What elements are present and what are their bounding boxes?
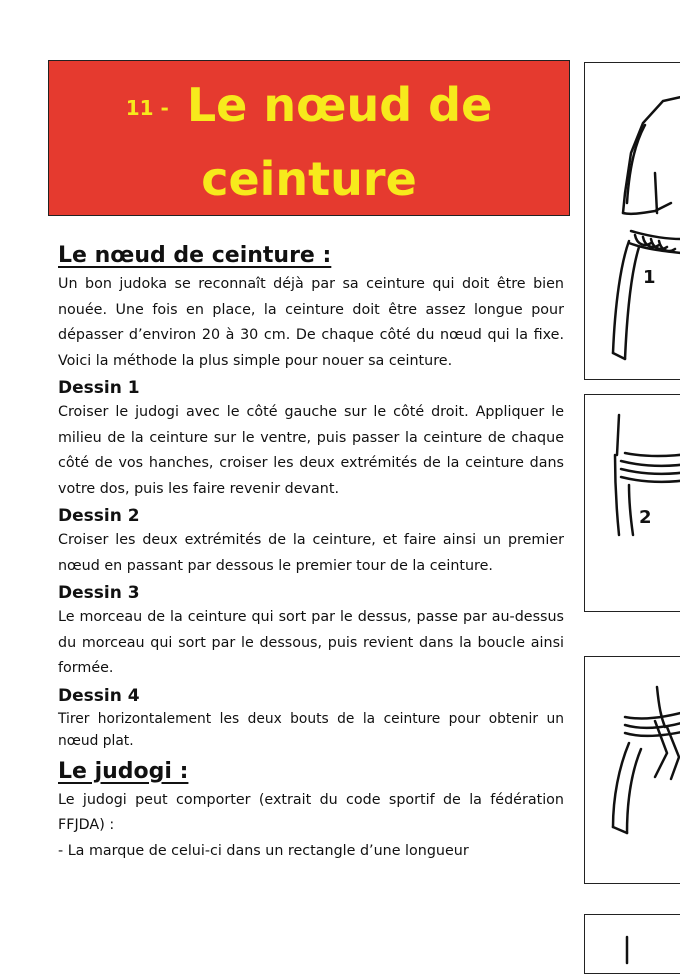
banner-title-line1 [49,75,569,138]
banner-title-text1: Le nœud de [186,78,493,132]
step-4-text: Tirer horizontalement les deux bouts de la ceinture pour obtenir un nœud plat. [58,710,564,749]
figure-3-drawing [585,657,680,884]
step-2-title: Dessin 2 [58,506,140,526]
title-banner [48,60,570,216]
step-3-title: Dessin 3 [58,583,140,603]
chapter-number: 11 - [125,96,169,120]
banner-title-line2: ceinture [201,152,417,206]
section-heading-judogi: Le judogi : [58,758,189,784]
step-2-text: Croiser les deux extrémités de la ceinture, et faire ainsi un premier nœud en passant par dessous le premier tour de la ceinture. [58,532,564,574]
main-content [58,240,564,864]
figure-3 [584,656,680,884]
intro-paragraph: Un bon judoka se reconnaît déjà par sa ceinture qui doit être bien nouée. Une fois en place, la ceinture doit être assez longue pour dépasser d’environ 20 à 30 cm. De chaque côté du nœud qui la fixe. Voici la méthode la plus simple pour nouer sa ceinture. [58,276,564,369]
figure-1-drawing [585,63,680,380]
figure-2-label: 2 [639,507,652,528]
section-heading-noeud: Le nœud de ceinture : [58,243,332,268]
step-1-text: Croiser le judogi avec le côté gauche sur le côté droit. Appliquer le milieu de la ceinture sur le ventre, puis passer la ceinture de chaque côté de vos hanches, croiser les deux extrémités de la ceinture dans votre dos, puis les faire revenir devant. [58,404,564,497]
judogi-intro: Le judogi peut comporter (extrait du code sportif de la fédération FFJDA) : [58,791,564,833]
figure-4 [584,914,680,974]
figure-2-drawing [585,395,680,612]
step-3-text: Le morceau de la ceinture qui sort par le dessus, passe par au-dessus du morceau qui sort par le dessous, puis revient dans la boucle ainsi formée. [58,609,564,676]
figure-2 [584,394,680,612]
step-4-title: Dessin 4 [58,685,140,706]
step-1-title: Dessin 1 [58,378,140,398]
figure-4-drawing [585,915,680,974]
figure-1 [584,62,680,380]
judogi-bullet-1: - La marque de celui-ci dans un rectangle d’une longueur [58,842,469,859]
figure-1-label: 1 [643,267,656,288]
